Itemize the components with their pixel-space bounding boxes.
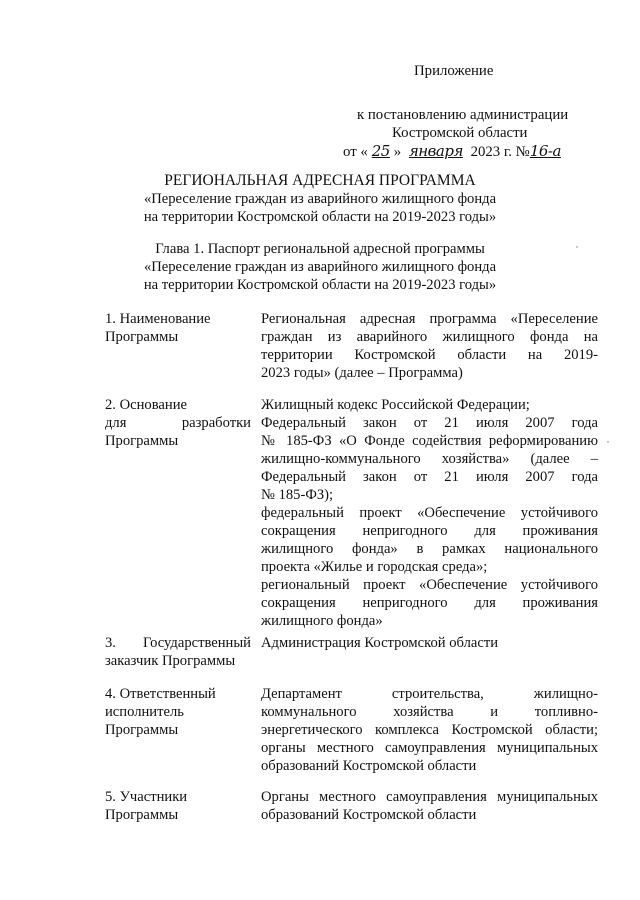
program-title-line-3: на территории Костромской области на 2019-2023 годы» <box>143 209 497 225</box>
row-label-line: 2. Основание <box>105 397 187 413</box>
row-label-line: Программы <box>105 807 179 823</box>
chapter-heading-line-3: на территории Костромской области на 2019-2023 годы» <box>143 277 497 293</box>
chapter-heading <box>0 240 640 294</box>
row-value-line: жилищно-коммунального хозяйства» (далее – <box>261 451 598 467</box>
row-label-line: 1. Наименование <box>105 311 211 327</box>
row-value-line: энергетического комплекса Костромской области; <box>261 722 598 738</box>
handwritten-month: января <box>408 142 463 160</box>
row-value <box>261 788 598 824</box>
appendix-line-1: к постановлению администрации <box>357 107 569 123</box>
scan-speck <box>576 246 578 248</box>
row-value-line: сокращения непригодного для проживания <box>261 595 598 611</box>
scan-speck <box>607 441 609 443</box>
row-value <box>261 310 598 382</box>
row-value-line: № 185-ФЗ); <box>261 487 334 503</box>
row-value-line: территории Костромской области на 2019- <box>261 347 598 363</box>
row-value-line: органы местного самоуправления муниципальных <box>261 740 598 756</box>
row-value-line: сокращения непригодного для проживания <box>261 523 598 539</box>
row-label-line: заказчик Программы <box>105 653 236 669</box>
row-label-line: 3. Государственный <box>105 635 251 651</box>
row-label-line: исполнитель <box>105 704 184 720</box>
row-value-line: коммунального хозяйства и топливно- <box>261 704 598 720</box>
date-prefix: от « <box>343 144 368 160</box>
appendix-title: Приложение <box>414 63 494 79</box>
row-value <box>261 396 598 630</box>
row-value-line: жилищного фонда» в рамках национального <box>261 541 598 557</box>
row-value-line: Региональная адресная программа «Переселение <box>261 311 598 327</box>
row-label-line: 5. Участники <box>105 789 188 805</box>
row-value-line: Федеральный закон от 21 июля 2007 года <box>261 415 598 431</box>
row-label <box>105 310 251 346</box>
row-value-line: № 185-ФЗ «О Фонде содействия реформированию <box>261 433 598 449</box>
chapter-heading-line-2: «Переселение граждан из аварийного жилищного фонда <box>143 259 497 275</box>
row-value-line: Жилищный кодекс Российской Федерации; <box>261 397 530 413</box>
row-label <box>105 685 251 739</box>
handwritten-day: 25 <box>371 142 390 160</box>
row-label-line: 4. Ответственный <box>105 686 216 702</box>
row-value-line: граждан из аварийного жилищного фонда на <box>261 329 598 345</box>
appendix-line-2: Костромской области <box>392 125 528 141</box>
appendix-date-line <box>343 142 561 161</box>
row-label <box>105 396 251 450</box>
row-label-line: Программы <box>105 329 179 345</box>
row-label <box>105 788 251 824</box>
row-value-line: Администрация Костромской области <box>261 635 499 651</box>
row-label-line: Программы <box>105 433 179 449</box>
row-label-line: для разработки <box>105 415 251 431</box>
program-title-line-2: «Переселение граждан из аварийного жилищного фонда <box>143 191 497 207</box>
row-label <box>105 634 251 670</box>
row-value-line: Федеральный закон от 21 июля 2007 года <box>261 469 598 485</box>
row-value-line: Органы местного самоуправления муниципальных <box>261 789 598 805</box>
row-value-line: 2023 годы» (далее – Программа) <box>261 365 463 381</box>
date-quote-close: » <box>393 144 402 160</box>
row-value-line: Департамент строительства, жилищно- <box>261 686 598 702</box>
row-value-line: федеральный проект «Обеспечение устойчивого <box>261 505 598 521</box>
row-value-line: жилищного фонда» <box>261 613 383 629</box>
date-year-number: 2023 г. № <box>470 144 530 160</box>
row-label-line: Программы <box>105 722 179 738</box>
row-value-line: образований Костромской области <box>261 758 477 774</box>
row-value <box>261 634 598 652</box>
row-value-line: региональный проект «Обеспечение устойчивого <box>261 577 598 593</box>
row-value <box>261 685 598 775</box>
program-title <box>0 172 640 226</box>
handwritten-number: 16-а <box>529 142 561 160</box>
row-value-line: образований Костромской области <box>261 807 477 823</box>
row-value-line: проекта «Жилье и городская среда»; <box>261 559 488 575</box>
program-title-line-1: РЕГИОНАЛЬНАЯ АДРЕСНАЯ ПРОГРАММА <box>164 172 476 189</box>
chapter-heading-line-1: Глава 1. Паспорт региональной адресной программы <box>155 241 485 257</box>
